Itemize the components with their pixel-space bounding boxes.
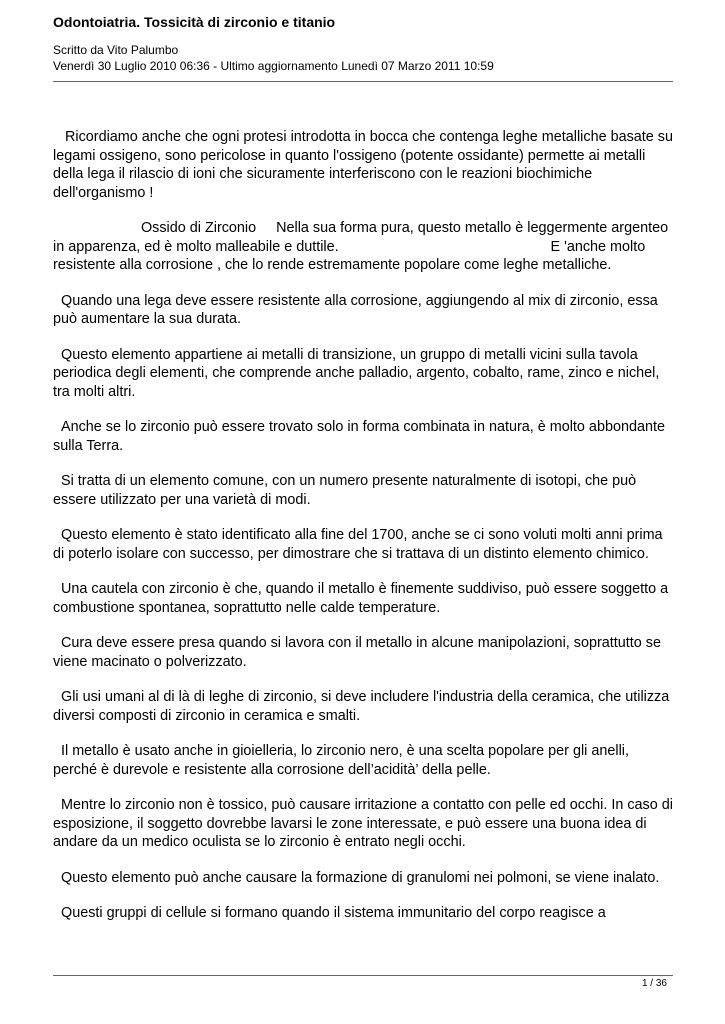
author-line: Scritto da Vito Palumbo <box>53 43 179 57</box>
paragraph: Quando una lega deve essere resistente alla corrosione, aggiungendo al mix di zirconio, essa può aumentare la sua durata. <box>53 292 662 327</box>
document-header <box>53 13 673 74</box>
paragraph: Ossido di Zirconio Nella sua forma pura, questo metallo è leggermente argenteo in apparenza, ed è molto malleabile e duttile. E 'anche molto resistente alla corrosione , che lo rende estremamente popolare come leghe metalliche. <box>53 220 673 273</box>
paragraph: Si tratta di un elemento comune, con un numero presente naturalmente di isotopi, che può essere utilizzato per una varietà di modi. <box>53 473 641 508</box>
document-title: Odontoiatria. Tossicità di zirconio e titanio <box>53 14 336 30</box>
date-line: Venerdì 30 Luglio 2010 06:36 - Ultimo aggiornamento Lunedì 07 Marzo 2011 10:59 <box>53 59 494 73</box>
paragraph: Una cautela con zirconio è che, quando il metallo è finemente suddiviso, può essere soggetto a combustione spontanea, soprattutto nelle calde temperature. <box>53 581 673 616</box>
page-number: 1 / 36 <box>641 978 667 989</box>
paragraph: Anche se lo zirconio può essere trovato solo in forma combinata in natura, è molto abbondante sulla Terra. <box>53 419 669 454</box>
footer-divider <box>53 975 673 976</box>
paragraph: Questo elemento può anche causare la formazione di granulomi nei polmoni, se viene inalato. <box>53 869 660 886</box>
paragraph: Questi gruppi di cellule si formano quando il sistema immunitario del corpo reagisce a <box>53 905 606 921</box>
paragraph: Il metallo è usato anche in gioielleria, lo zirconio nero, è una scelta popolare per gli anelli, perché è durevole e resistente alla corrosione dell’acidità’ della pelle. <box>53 743 633 778</box>
paragraph: Ricordiamo anche che ogni protesi introdotta in bocca che contenga leghe metalliche basate su legami ossigeno, sono pericolose in quanto l'ossigeno (potente ossidante) permette ai metalli della lega il rilascio di ioni che sicuramente interferiscono con le reazioni biochimiche dell'organismo ! <box>53 129 677 201</box>
paragraph: Cura deve essere presa quando si lavora con il metallo in alcune manipolazioni, soprattutto se viene macinato o polverizzato. <box>53 635 665 670</box>
document-body <box>53 128 677 940</box>
paragraph: Mentre lo zirconio non è tossico, può causare irritazione a contatto con pelle ed occhi. In caso di esposizione, il soggetto dovrebbe lavarsi le zone interessate, e può essere una buona idea di andare da un medico oculista se lo zirconio è entrato negli occhi. <box>53 797 677 850</box>
header-divider <box>53 81 673 82</box>
paragraph: Questo elemento appartiene ai metalli di transizione, un gruppo di metalli vicini sulla tavola periodica degli elementi, che comprende anche palladio, argento, cobalto, rame, zinco e nichel, tra molti altri. <box>53 346 664 400</box>
paragraph: Questo elemento è stato identificato alla fine del 1700, anche se ci sono voluti molti anni prima di poterlo isolare con successo, per dimostrare che si trattava di un distinto elemento chimico. <box>53 527 667 562</box>
paragraph: Gli usi umani al di là di leghe di zirconio, si deve includere l'industria della ceramica, che utilizza diversi composti di zirconio in ceramica e smalti. <box>53 689 674 724</box>
